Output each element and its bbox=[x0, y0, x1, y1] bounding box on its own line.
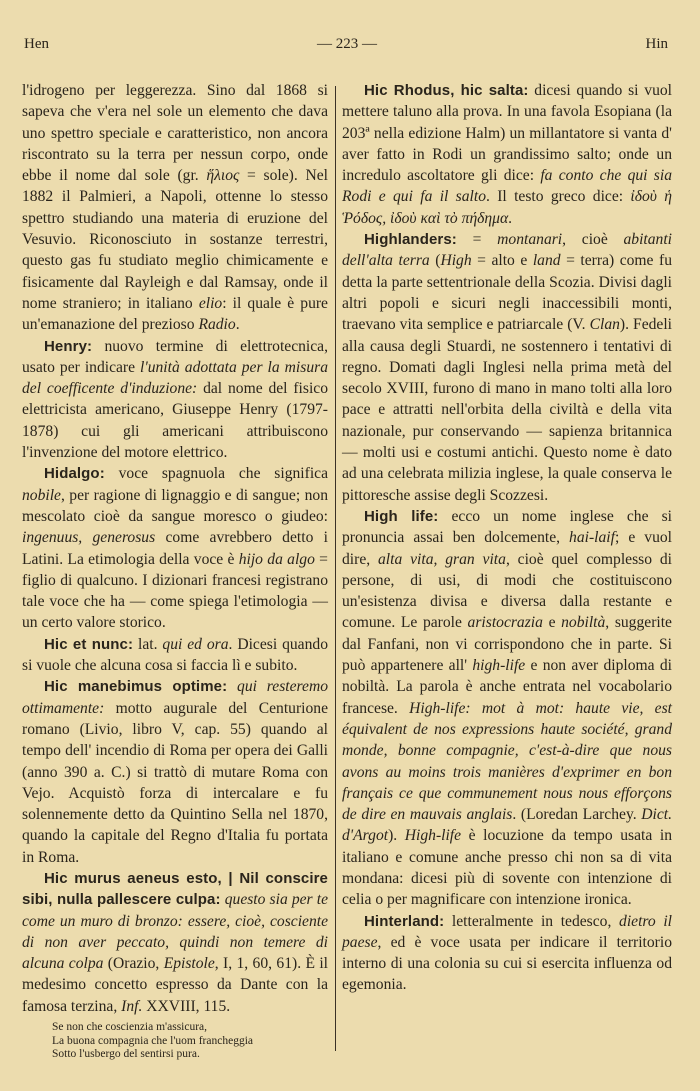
italic-text: Radio bbox=[198, 316, 236, 334]
italic-text: Dict. d'Argot bbox=[342, 806, 673, 845]
body-text: = figlio di qualcuno. I dizionari francesi registrano tale voce che ha — come spiega l'etimologia — un certo valore storico. bbox=[22, 550, 328, 632]
body-text: motto augurale del Centurione romano (Livio, libro V, cap. 55) quando al tempo dell' incendio di Roma per opera dei Galli (anno 390 a. C.) si trattò di mutare Roma con Vejo. Acquistò forza di intercalare e fu solennemente detto da Quintino Sella nel 1870, quando la capitale del Regno d'Italia fu portata in Roma. bbox=[22, 699, 328, 866]
body-text: = sole). Nel 1882 il Palmieri, a Napoli, ottenne lo stesso spettro studiando una materia di eruzione del Vesuvio. Riconosciuto in sostanze terrestri, questo gas fu studiato meglio chimicamente e fisicamente dal Rayleigh e dal Ramsay, onde il nome straniero; in italiano bbox=[22, 167, 328, 312]
italic-text: High bbox=[440, 252, 472, 270]
body-text: e non aver diploma di nobiltà. La parola è anche entrata nel vocabolario francese. bbox=[342, 657, 672, 717]
dictionary-entry bbox=[22, 463, 328, 633]
verse-line: Sotto l'usbergo del sentirsi pura. bbox=[52, 1048, 200, 1061]
italic-text: qui ed ora bbox=[162, 635, 229, 653]
body-text: è locuzione da tempo usata in italiano e comune anche presso chi non sa di vita mondana: dicesi più di sovente con intenzione di celia o per magnificare con intenzione ironica. bbox=[342, 827, 672, 909]
verse-line: La buona compagnia che l'uom francheggia bbox=[52, 1034, 254, 1047]
body-text: nuovo termine di elettrotecnica, usato per indicare bbox=[22, 337, 328, 376]
dictionary-entry bbox=[342, 80, 672, 229]
italic-text: high-life bbox=[472, 657, 526, 675]
italic-text: land bbox=[532, 252, 561, 270]
dictionary-entry bbox=[22, 336, 328, 464]
italic-text: nobiltà bbox=[561, 614, 606, 632]
italic-text: Inf. bbox=[121, 997, 143, 1015]
italic-text: dietro il paese bbox=[342, 912, 672, 951]
italic-text: alta vita, gran vita bbox=[378, 550, 506, 568]
body-text: ; e vuol dire, bbox=[342, 529, 672, 568]
body-text: . (Loredan Larchey. bbox=[512, 806, 642, 824]
italic-text: ἰδοὺ ἡ Ῥόδος, ἰδοὺ καὶ τὸ πήδημα bbox=[342, 188, 672, 227]
page-number: — 223 — bbox=[317, 36, 377, 52]
right-column bbox=[342, 80, 672, 996]
body-text: ). bbox=[388, 827, 405, 845]
body-text: , suggerite dal Fanfani, non vi corrispondono che in parte. Si può appartenere all' bbox=[342, 614, 672, 675]
italic-text: High-life bbox=[404, 827, 462, 845]
body-text: = bbox=[456, 231, 498, 249]
body-text: . Il testo greco dice: bbox=[486, 188, 631, 206]
body-text: . bbox=[235, 316, 240, 334]
italic-text: High-life: mot à mot: haute vie, est équivalent de nos expressions haute société, grand monde, bonne compagnie, c'est-à-dire que nous avons au moins trois manières d'exprimer en bon français ce que communement nous nous efforçons de dire en mauvais anglais bbox=[342, 699, 672, 824]
italic-text: hai-laif bbox=[569, 529, 615, 547]
body-text: voce spagnuola che significa bbox=[104, 465, 328, 483]
body-text: dicesi quando si vuol mettere taluno alla prova. In una favola Esopiana (la 203ª nella edizione Halm) un millantatore si vanta d' aver fatto in Rodi un grandissimo salto; onde un incredulo ascoltatore gli dice: bbox=[342, 82, 672, 185]
quoted-verse bbox=[22, 1021, 328, 1062]
dictionary-entry bbox=[22, 868, 328, 1017]
body-text: (Orazio, bbox=[103, 955, 164, 973]
dictionary-entry bbox=[342, 911, 672, 996]
dictionary-entry bbox=[342, 229, 672, 506]
body-text: lat. bbox=[133, 635, 163, 653]
body-text: ecco un nome inglese che si pronuncia assai ben dolcemente, bbox=[342, 507, 672, 547]
italic-text: l'unità adottata per la misura del coefficente d'induzione: bbox=[22, 358, 328, 398]
header-right-guide-word: Hin bbox=[645, 36, 668, 52]
running-header bbox=[22, 36, 672, 62]
entry-headword: Hic manebimus optime: bbox=[44, 678, 228, 696]
body-text: , ed è voce usata per indicare il territorio interno di una colonia su cui si esercita influenza od egemonia. bbox=[342, 933, 672, 994]
verse-line: Se non che coscienzia m'assicura, bbox=[52, 1021, 208, 1034]
entry-headword: Hic Rhodus, hic salta: bbox=[364, 82, 529, 99]
text-columns bbox=[22, 80, 672, 1071]
body-text: e bbox=[542, 614, 562, 632]
body-text: : il quale è pure un'emanazione del prezioso bbox=[22, 294, 328, 334]
italic-text: questo sia per te come un muro di bronzo: essere, cioè, cosciente di non aver peccato, quindi non temere di alcuna colpa bbox=[22, 891, 328, 973]
dictionary-entry bbox=[22, 634, 328, 677]
body-text: = alto e bbox=[471, 252, 533, 270]
body-text: , per ragione di lignaggio e di sangue; non mescolato cioè da sangue moresco o giudeo: bbox=[22, 486, 328, 525]
body-text: ). Fedeli alla causa degli Stuardi, ne sostennero i tentativi di regno. Domati dagli Inglesi nella prima metà del secolo XVIII, furono di mano in mano tolti alla loro pace e attratti nell'orbita della civiltà e della vita nazionale, pur conservando — sapienza britannica — molti usi e costumi antichi. Questo nome è dato ad una celebrata milizia inglese, la quale conserva le pittoresche assise degli Scozzesi. bbox=[342, 316, 672, 504]
italic-text: aristocrazia bbox=[467, 614, 543, 632]
body-text: , cioè bbox=[562, 231, 624, 249]
body-text: . Dicesi quando si vuole che alcuna cosa si faccia lì e subito. bbox=[22, 635, 328, 675]
left-column bbox=[22, 80, 328, 1062]
dictionary-entry bbox=[342, 506, 672, 911]
italic-text: ingenuus, generosus bbox=[22, 529, 156, 547]
continued-entry-text bbox=[22, 80, 328, 336]
italic-text: Epistole bbox=[163, 955, 215, 973]
italic-text: hijo da algo bbox=[238, 550, 315, 568]
entry-headword: Hic et nunc: bbox=[44, 635, 134, 653]
body-text: = terra) come fu detta la parte settentrionale della Scozia. Divisi dagli altri popoli e sicuri negli inaccessibili monti, traevano vita semplice e patriarcale (V. bbox=[342, 252, 672, 334]
entry-headword: Hinterland: bbox=[364, 912, 445, 930]
body-text: ( bbox=[429, 252, 441, 270]
dictionary-entry bbox=[22, 676, 328, 868]
italic-text: Clan bbox=[589, 316, 620, 334]
italic-text: ἥλιος bbox=[206, 167, 240, 185]
column-divider bbox=[335, 86, 336, 1051]
body-text: , cioè quel complesso di persone, di usi, di modi che costituiscono un'esistenza divisa e diversa dalla restante e comune. Le parole bbox=[342, 550, 673, 632]
body-text: , I, 1, 60, 61). È il medesimo concetto espresso da Dante con la famosa terzina, bbox=[22, 955, 328, 1015]
italic-text: fa conto che qui sia Rodi e qui fa il salto bbox=[342, 167, 672, 206]
italic-text: elio bbox=[198, 294, 223, 312]
body-text bbox=[227, 678, 237, 695]
body-text: . bbox=[508, 209, 513, 227]
italic-text: abitanti dell'alta terra bbox=[342, 231, 673, 270]
body-text: dal nome del fisico elettricista americano, Giuseppe Henry (1797-1878) cui gli americani attribuiscono l'invenzione del motore elettrico. bbox=[22, 380, 328, 462]
entry-headword: Henry: bbox=[44, 337, 93, 355]
italic-text: montanari bbox=[497, 231, 563, 249]
entry-headword: Highlanders: bbox=[364, 231, 457, 249]
body-text: XXVIII, 115. bbox=[142, 997, 231, 1015]
italic-text: nobile bbox=[22, 486, 61, 504]
entry-headword: Hic murus aeneus esto, | Nil conscire sibi, nulla pallescere culpa: bbox=[22, 869, 328, 909]
body-text: letteralmente in tedesco, bbox=[444, 912, 620, 930]
italic-text: qui resteremo ottimamente: bbox=[22, 678, 328, 717]
entry-headword: High life: bbox=[364, 507, 439, 525]
header-left-guide-word: Hen bbox=[24, 36, 49, 52]
entry-headword: Hidalgo: bbox=[44, 465, 105, 483]
body-text: l'idrogeno per leggerezza. Sino dal 1868 si sapeva che v'era nel sole un elemento che dava uno spettro speciale e caratteristico, non ancora riscontrato su la terra per nessun corpo, onde ebbe il nome dal sole (gr. bbox=[22, 82, 328, 185]
body-text: come avrebbero detto i Latini. La etimologia della voce è bbox=[22, 529, 328, 568]
